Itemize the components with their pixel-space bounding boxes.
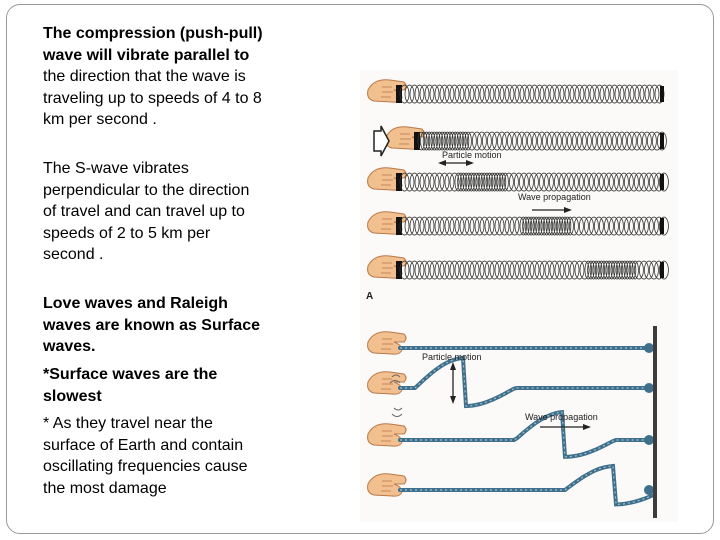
rope-knot-3 xyxy=(644,435,654,445)
p-wave-paragraph xyxy=(43,23,265,131)
wave-propagation-label-bottom: Wave propagation xyxy=(525,412,598,422)
compression-spring-diagrams xyxy=(368,80,669,279)
spring-coil-2 xyxy=(418,132,666,150)
particle-motion-label-top: Particle motion xyxy=(442,150,502,160)
spring-end-2 xyxy=(660,133,664,149)
damage-paragraph: * As they travel near the surface of Earth and contain oscillating frequencies cause the most damage xyxy=(43,415,248,497)
wave-propagation-label-top: Wave propagation xyxy=(518,192,591,202)
slowest-paragraph: *Surface waves are the slowest xyxy=(43,366,218,405)
fixed-pole xyxy=(653,326,657,518)
rope-2 xyxy=(400,358,652,406)
rope-hand-4 xyxy=(368,474,406,496)
surface-waves-paragraph: Love waves and Raleigh waves are known as Surface waves. xyxy=(43,295,260,356)
rope-knot-2 xyxy=(644,383,654,393)
p-wave-rest-text: the direction that the wave is traveling up to speeds of 4 to 8 km per second . xyxy=(43,68,262,129)
particle-motion-arrowhead-right xyxy=(466,160,474,166)
seismic-wave-illustration xyxy=(360,70,678,522)
p-wave-bold-text: The compression (push-pull) wave will vibrate parallel to xyxy=(43,25,263,64)
rope-4 xyxy=(400,466,652,504)
rope-hand-1 xyxy=(368,332,406,354)
spring-end-3 xyxy=(660,174,664,190)
rope-twist-2 xyxy=(400,358,652,406)
spring-coil-3 xyxy=(400,173,668,191)
spring-end-1 xyxy=(660,86,664,102)
rope-knot-4 xyxy=(644,485,654,495)
wave-propagation-arrowhead-top xyxy=(564,207,572,213)
rope-hand-2 xyxy=(368,372,406,394)
figure-label-a: A xyxy=(366,291,374,302)
wave-propagation-arrowhead-bottom xyxy=(583,424,591,430)
push-arrow-icon xyxy=(374,126,389,156)
spring-coil-5 xyxy=(400,261,668,279)
spring-end-4 xyxy=(660,218,664,234)
particle-motion-label-bottom: Particle motion xyxy=(422,352,482,362)
spring-end-5 xyxy=(660,262,664,278)
spring-coil-4 xyxy=(400,217,668,235)
rope-wave-diagrams xyxy=(368,332,654,505)
s-wave-paragraph: The S-wave vibrates perpendicular to the direction of travel and can travel up to speeds of 2 to 5 km per second . xyxy=(43,160,250,264)
spring-coil-1 xyxy=(400,85,664,103)
particle-motion-arrowhead-left xyxy=(438,160,446,166)
particle-motion-arrowhead-up xyxy=(450,362,456,370)
rope-hand-3 xyxy=(368,424,406,446)
particle-motion-arrowhead-down xyxy=(450,396,456,404)
rope-knot-1 xyxy=(644,343,654,353)
